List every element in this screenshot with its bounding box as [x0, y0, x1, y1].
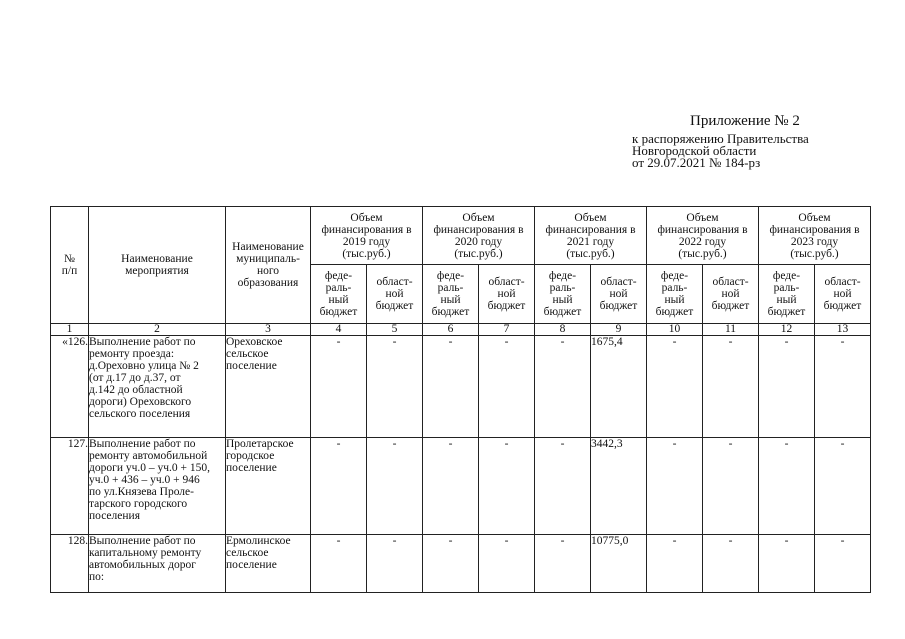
column-number: 7	[479, 324, 535, 336]
decree-line: к распоряжению Правительства	[632, 131, 809, 146]
col-header-2023: Объем финансирования в 2023 году (тыс.руб.)	[759, 207, 871, 265]
value-2020-regional: -	[479, 535, 535, 593]
value-2021-federal: -	[535, 438, 591, 535]
column-numbers-row	[51, 324, 871, 336]
value-2020-federal: -	[423, 336, 479, 438]
column-number: 6	[423, 324, 479, 336]
value-2019-regional: -	[367, 438, 423, 535]
col-header-federal: феде- раль- ный бюджет	[311, 265, 367, 324]
col-header-federal: феде- раль- ный бюджет	[647, 265, 703, 324]
value-2023-regional: -	[815, 438, 871, 535]
event-name: Выполнение работ по капитальному ремонту автомобильных дорог по:	[89, 535, 226, 593]
col-header-regional: област- ной бюджет	[591, 265, 647, 324]
financing-table	[50, 206, 871, 593]
value-2023-regional: -	[815, 535, 871, 593]
municipality-name: Ермолинское сельское поселение	[226, 535, 311, 593]
municipality-name: Пролетарское городское поселение	[226, 438, 311, 535]
col-header-2020: Объем финансирования в 2020 году (тыс.руб.)	[423, 207, 535, 265]
column-number: 2	[89, 324, 226, 336]
column-number: 13	[815, 324, 871, 336]
value-2023-federal: -	[759, 535, 815, 593]
value-2023-federal: -	[759, 336, 815, 438]
table-row	[51, 336, 871, 438]
value-2022-regional: -	[703, 535, 759, 593]
column-number: 4	[311, 324, 367, 336]
table-row	[51, 535, 871, 593]
col-header-2019: Объем финансирования в 2019 году (тыс.руб.)	[311, 207, 423, 265]
value-2019-federal: -	[311, 438, 367, 535]
value-2019-federal: -	[311, 336, 367, 438]
value-2022-regional: -	[703, 336, 759, 438]
col-header-2021: Объем финансирования в 2021 году (тыс.руб.)	[535, 207, 647, 265]
column-number: 1	[51, 324, 89, 336]
column-number: 3	[226, 324, 311, 336]
column-number: 5	[367, 324, 423, 336]
value-2020-regional: -	[479, 438, 535, 535]
municipality-name: Ореховское сельское поселение	[226, 336, 311, 438]
event-name: Выполнение работ по ремонту автомобильной дороги уч.0 – уч.0 + 150, уч.0 + 436 – уч.0 + 946 по ул.Князева Проле- тарского городского поселения	[89, 438, 226, 535]
value-2023-federal: -	[759, 438, 815, 535]
value-2021-regional: 3442,3	[591, 438, 647, 535]
row-number: 128.	[51, 535, 89, 593]
value-2021-federal: -	[535, 336, 591, 438]
column-number: 12	[759, 324, 815, 336]
column-number: 8	[535, 324, 591, 336]
value-2019-regional: -	[367, 336, 423, 438]
decree-line: от 29.07.2021 № 184-рз	[632, 155, 761, 170]
col-header-regional: област- ной бюджет	[815, 265, 871, 324]
event-name: Выполнение работ по ремонту проезда: д.Ореховно улица № 2 (от д.17 до д.37, от д.142 до областной дороги) Ореховского сельского поселения	[89, 336, 226, 438]
col-header-regional: област- ной бюджет	[703, 265, 759, 324]
value-2020-regional: -	[479, 336, 535, 438]
col-header-federal: феде- раль- ный бюджет	[759, 265, 815, 324]
value-2020-federal: -	[423, 438, 479, 535]
value-2020-federal: -	[423, 535, 479, 593]
value-2019-federal: -	[311, 535, 367, 593]
column-number: 9	[591, 324, 647, 336]
decree-reference	[632, 133, 809, 169]
value-2022-federal: -	[647, 336, 703, 438]
col-header-number: № п/п	[51, 207, 89, 324]
value-2021-federal: -	[535, 535, 591, 593]
col-header-federal: феде- раль- ный бюджет	[535, 265, 591, 324]
value-2021-regional: 1675,4	[591, 336, 647, 438]
decree-line: Новгородской области	[632, 143, 757, 158]
value-2022-regional: -	[703, 438, 759, 535]
col-header-municipality: Наименование муниципаль- ного образования	[226, 207, 311, 324]
column-number: 10	[647, 324, 703, 336]
col-header-regional: област- ной бюджет	[367, 265, 423, 324]
value-2022-federal: -	[647, 535, 703, 593]
column-number: 11	[703, 324, 759, 336]
row-number: 127.	[51, 438, 89, 535]
value-2021-regional: 10775,0	[591, 535, 647, 593]
col-header-event: Наименование мероприятия	[89, 207, 226, 324]
appendix-title: Приложение № 2	[690, 113, 800, 129]
value-2019-regional: -	[367, 535, 423, 593]
col-header-2022: Объем финансирования в 2022 году (тыс.руб.)	[647, 207, 759, 265]
header-row-years	[51, 207, 871, 265]
row-number: «126.	[51, 336, 89, 438]
value-2022-federal: -	[647, 438, 703, 535]
value-2023-regional: -	[815, 336, 871, 438]
col-header-regional: област- ной бюджет	[479, 265, 535, 324]
table-row	[51, 438, 871, 535]
col-header-federal: феде- раль- ный бюджет	[423, 265, 479, 324]
